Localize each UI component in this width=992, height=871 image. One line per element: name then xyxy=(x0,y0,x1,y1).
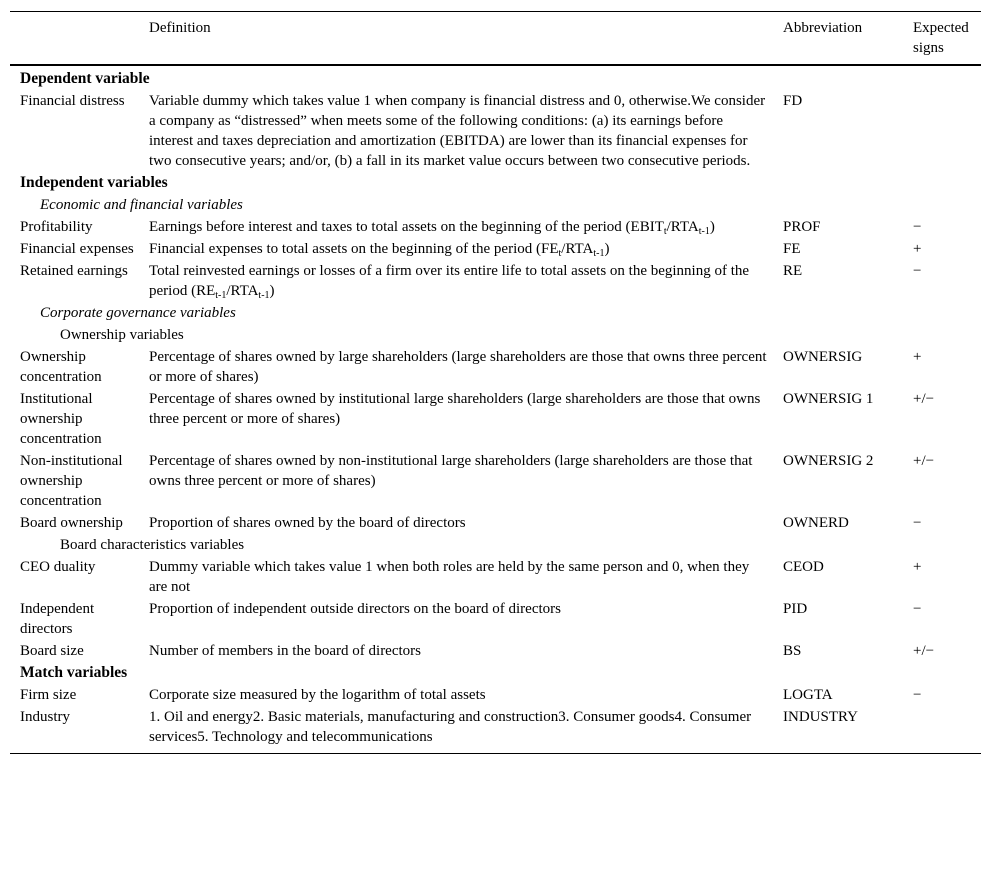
variable-abbreviation: RE xyxy=(783,263,803,279)
variable-abbreviation: INDUSTRY xyxy=(783,709,859,725)
table-row xyxy=(10,388,981,450)
variable-name: CEO duality xyxy=(20,559,96,575)
variable-abbreviation: CEOD xyxy=(783,559,824,575)
variable-abbreviation: OWNERD xyxy=(783,515,849,531)
section-row xyxy=(10,172,981,194)
subsection-governance: Corporate governance variables xyxy=(40,305,236,321)
table-row xyxy=(10,90,981,172)
variable-sign: +/− xyxy=(913,391,935,407)
variable-sign: − xyxy=(913,601,922,617)
variable-abbreviation: OWNERSIG 2 xyxy=(783,453,874,469)
subscript: t-1 xyxy=(593,248,605,259)
variable-name: Non-institutional ownership concentration xyxy=(20,453,123,509)
table-row xyxy=(10,556,981,598)
variable-sign: +/− xyxy=(913,453,935,469)
variables-table xyxy=(10,11,981,754)
variable-sign: +/− xyxy=(913,643,935,659)
table-row xyxy=(10,238,981,260)
table-row xyxy=(10,706,981,754)
variable-abbreviation: PROF xyxy=(783,219,821,235)
subscript: t xyxy=(558,248,562,259)
definition-text: /RTA xyxy=(666,219,699,235)
variable-sign xyxy=(901,706,981,754)
subscript: t xyxy=(663,226,667,237)
header-abbreviation: Abbreviation xyxy=(783,20,863,36)
table-row xyxy=(10,684,981,706)
variable-definition: Proportion of independent outside directors on the board of directors xyxy=(149,601,561,617)
variable-name: Financial expenses xyxy=(20,241,134,257)
variable-name: Board ownership xyxy=(20,515,123,531)
variable-definition xyxy=(139,260,771,302)
section-independent: Independent variables xyxy=(20,174,168,191)
subsection-row xyxy=(10,194,981,216)
variable-abbreviation: OWNERSIG xyxy=(783,349,863,365)
variable-sign: − xyxy=(913,687,922,703)
definition-text: Total reinvested earnings or losses of a firm over its entire life to total assets on the beginning of the period (RE xyxy=(149,263,750,299)
definition-text: Financial expenses to total assets on the beginning of the period (FE xyxy=(149,241,559,257)
table-row xyxy=(10,346,981,388)
definition-text: ) xyxy=(709,219,715,235)
table-row xyxy=(10,450,981,512)
variable-definition: Percentage of shares owned by institutional large shareholders (large shareholders are those that owns three percent or more of shares) xyxy=(149,391,761,427)
variable-abbreviation: PID xyxy=(783,601,808,617)
variable-name: Firm size xyxy=(20,687,77,703)
variable-name: Ownership concentration xyxy=(20,349,102,385)
variable-definition xyxy=(139,238,771,260)
subscript: t-1 xyxy=(698,226,710,237)
variable-definition: Corporate size measured by the logarithm of total assets xyxy=(149,687,486,703)
variable-name: Financial distress xyxy=(20,93,125,109)
variable-abbreviation: OWNERSIG 1 xyxy=(783,391,874,407)
variable-abbreviation: FD xyxy=(783,93,803,109)
subsection-board: Board characteristics variables xyxy=(60,537,245,553)
variable-name: Profitability xyxy=(20,219,93,235)
variable-name: Independent directors xyxy=(20,601,95,637)
variable-abbreviation: LOGTA xyxy=(783,687,833,703)
variable-definition: Proportion of shares owned by the board of directors xyxy=(149,515,466,531)
subsection-economic: Economic and financial variables xyxy=(40,197,243,213)
definition-text: ) xyxy=(269,283,275,299)
table-row xyxy=(10,216,981,238)
section-dependent: Dependent variable xyxy=(20,70,150,87)
variable-sign: + xyxy=(913,241,922,257)
table-row xyxy=(10,598,981,640)
variables-table-container xyxy=(10,11,981,754)
variable-definition: Variable dummy which takes value 1 when company is financial distress and 0, otherwise.We consider a company as “distressed” when meets some of the following conditions: (a) its earnings before interest and taxes depreciation and amortization (EBITDA) are lower than its financial expenses for two consecutive years; and/or, (b) a fall in its market value occurs between two consecutive periods. xyxy=(149,93,766,169)
variable-name: Institutional ownership concentration xyxy=(20,391,102,447)
variable-sign xyxy=(901,90,981,172)
header-blank xyxy=(10,12,139,66)
variable-abbreviation: FE xyxy=(783,241,801,257)
header-expected-signs: Expected signs xyxy=(913,20,969,56)
variable-sign: − xyxy=(913,219,922,235)
variable-definition: Percentage of shares owned by non-institutional large shareholders (large shareholders are those that owns three percent or more of shares) xyxy=(149,453,753,489)
subscript: t-1 xyxy=(258,290,270,301)
subsection-ownership: Ownership variables xyxy=(60,327,184,343)
subsection-row xyxy=(10,324,981,346)
variable-sign: + xyxy=(913,559,922,575)
variable-sign: + xyxy=(913,349,922,365)
table-row xyxy=(10,260,981,302)
variable-abbreviation: BS xyxy=(783,643,802,659)
variable-definition: 1. Oil and energy2. Basic materials, manufacturing and construction3. Consumer goods4. Consumer services5. Technology and telecommunications xyxy=(149,709,752,745)
variable-definition xyxy=(139,216,771,238)
variable-sign: − xyxy=(913,515,922,531)
definition-text: ) xyxy=(604,241,610,257)
variable-definition: Number of members in the board of directors xyxy=(149,643,421,659)
header-row xyxy=(10,12,981,66)
variable-name: Board size xyxy=(20,643,84,659)
variable-definition: Dummy variable which takes value 1 when both roles are held by the same person and 0, when they are not xyxy=(149,559,750,595)
table-row xyxy=(10,640,981,662)
subsection-row xyxy=(10,302,981,324)
subsection-row xyxy=(10,534,981,556)
table-row xyxy=(10,512,981,534)
variable-name: Industry xyxy=(20,709,70,725)
variable-sign: − xyxy=(913,263,922,279)
section-row xyxy=(10,65,981,90)
definition-text: /RTA xyxy=(561,241,594,257)
section-match: Match variables xyxy=(20,664,128,681)
definition-text: /RTA xyxy=(226,283,259,299)
header-definition: Definition xyxy=(149,20,211,36)
variable-definition: Percentage of shares owned by large shareholders (large shareholders are those that owns three percent or more of shares) xyxy=(149,349,767,385)
subscript: t-1 xyxy=(215,290,227,301)
definition-text: Earnings before interest and taxes to total assets on the beginning of the period (EBIT xyxy=(149,219,664,235)
section-row xyxy=(10,662,981,684)
variable-name: Retained earnings xyxy=(20,263,128,279)
